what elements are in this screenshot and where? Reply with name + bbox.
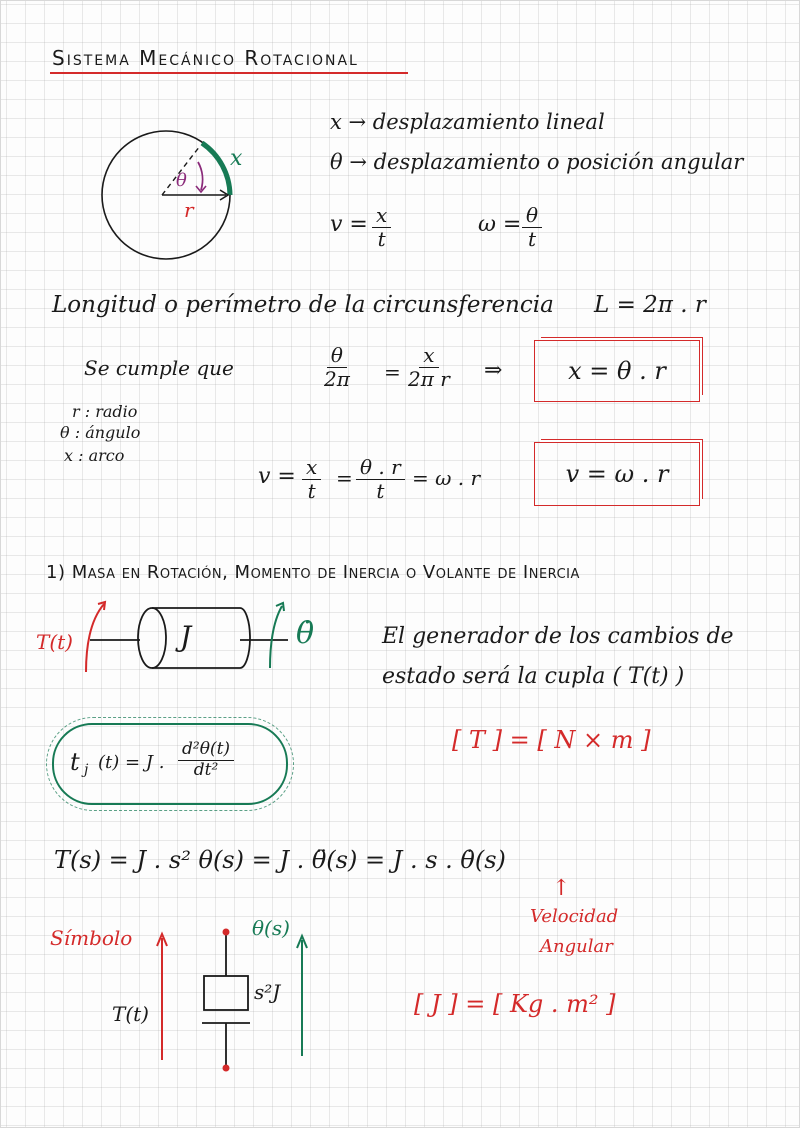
- symbol-theta-s: θ(s): [252, 916, 290, 940]
- cloud-num: d²θ(t): [178, 740, 234, 761]
- symbol-s2J: s²J: [254, 980, 281, 1004]
- vel-f2-den: t: [376, 479, 385, 503]
- section-1-heading: 1) Masa en Rotación, Momento de Inercia o Volante de Inercia: [46, 562, 580, 583]
- arc-label-x: x: [230, 146, 243, 171]
- v-fraction: [372, 204, 391, 251]
- perimeter-text: Longitud o perímetro de la circunsferencia: [52, 292, 554, 318]
- v-den: t: [377, 227, 386, 251]
- laplace-arrow: ↑: [552, 876, 571, 901]
- vel-f2-num: θ . r: [356, 456, 405, 480]
- w-eq-left: ω =: [478, 212, 522, 237]
- w-fraction: [522, 204, 542, 251]
- symbol-T: T(t): [112, 1002, 149, 1026]
- w-num: θ: [522, 204, 542, 228]
- rel-f1-den: 2π: [324, 367, 350, 391]
- inertia-J: J: [180, 620, 192, 653]
- rel-f2-num: x: [419, 344, 438, 368]
- vel-frac2: [356, 456, 405, 503]
- arc-x: [202, 143, 230, 195]
- rel-eq: =: [384, 360, 401, 384]
- cloud-mid: (t) = J .: [98, 752, 165, 773]
- desc-line-2: estado será la cupla ( T(t) ): [382, 664, 685, 689]
- rel-arrow: ⇒: [484, 358, 503, 383]
- radius-label-r: r: [184, 198, 194, 222]
- result-box-x: [534, 340, 700, 402]
- result-box-x-text: x = θ . r: [568, 357, 666, 385]
- legend-theta: θ : ángulo: [60, 423, 141, 442]
- note-velocidad: Velocidad: [530, 906, 619, 927]
- units-T: [ T ] = [ N × m ]: [452, 726, 651, 754]
- legend-x: x : arco: [64, 446, 125, 465]
- laplace-equation: T(s) = J . s² θ(s) = J . θ̈(s) = J . s . θ̇(s): [54, 846, 506, 874]
- desc-line-1: El generador de los cambios de: [382, 624, 734, 649]
- vel-v: v =: [258, 464, 296, 489]
- page-title: Sistema Mecánico Rotacional: [52, 46, 359, 70]
- w-den: t: [528, 227, 537, 251]
- theta-dot: θ̇: [296, 616, 315, 651]
- note-angular: Angular: [540, 936, 613, 957]
- rel-frac2: [408, 344, 450, 391]
- vel-tail: = ω . r: [412, 466, 481, 490]
- v-num: x: [372, 204, 391, 228]
- cloud-frac: [178, 740, 234, 780]
- def-x: x → desplazamiento lineal: [330, 110, 605, 134]
- torque-label: T(t): [36, 630, 73, 654]
- legend-r: r : radio: [72, 402, 138, 421]
- rel-f2-den: 2π r: [408, 367, 450, 391]
- rel-frac1: [324, 344, 350, 391]
- symbol-label: Símbolo: [50, 926, 133, 950]
- theta-label: θ: [176, 170, 187, 191]
- se-cumple: Se cumple que: [84, 356, 234, 380]
- inertia-symbol-box: [204, 976, 248, 1010]
- result-box-v-text: v = ω . r: [565, 460, 669, 488]
- vel-f1-den: t: [307, 479, 316, 503]
- rel-f1-num: θ: [327, 344, 347, 368]
- cloud-t: t: [70, 748, 80, 776]
- cloud-den: dt²: [193, 759, 219, 780]
- vel-frac1: [302, 456, 321, 503]
- cloud-sub: j: [84, 762, 89, 778]
- result-box-v: [534, 442, 700, 506]
- perimeter-formula: L = 2π . r: [594, 292, 706, 318]
- vel-f1-num: x: [302, 456, 321, 480]
- torque-arrow: [86, 604, 104, 672]
- units-J: [ J ] = [ Kg . m² ]: [414, 990, 616, 1018]
- vel-eq: =: [336, 466, 353, 490]
- omega-arrow: [270, 606, 282, 668]
- def-theta: θ → desplazamiento o posición angular: [330, 150, 744, 174]
- v-eq-left: v =: [330, 212, 368, 237]
- theta-arc: [198, 162, 203, 190]
